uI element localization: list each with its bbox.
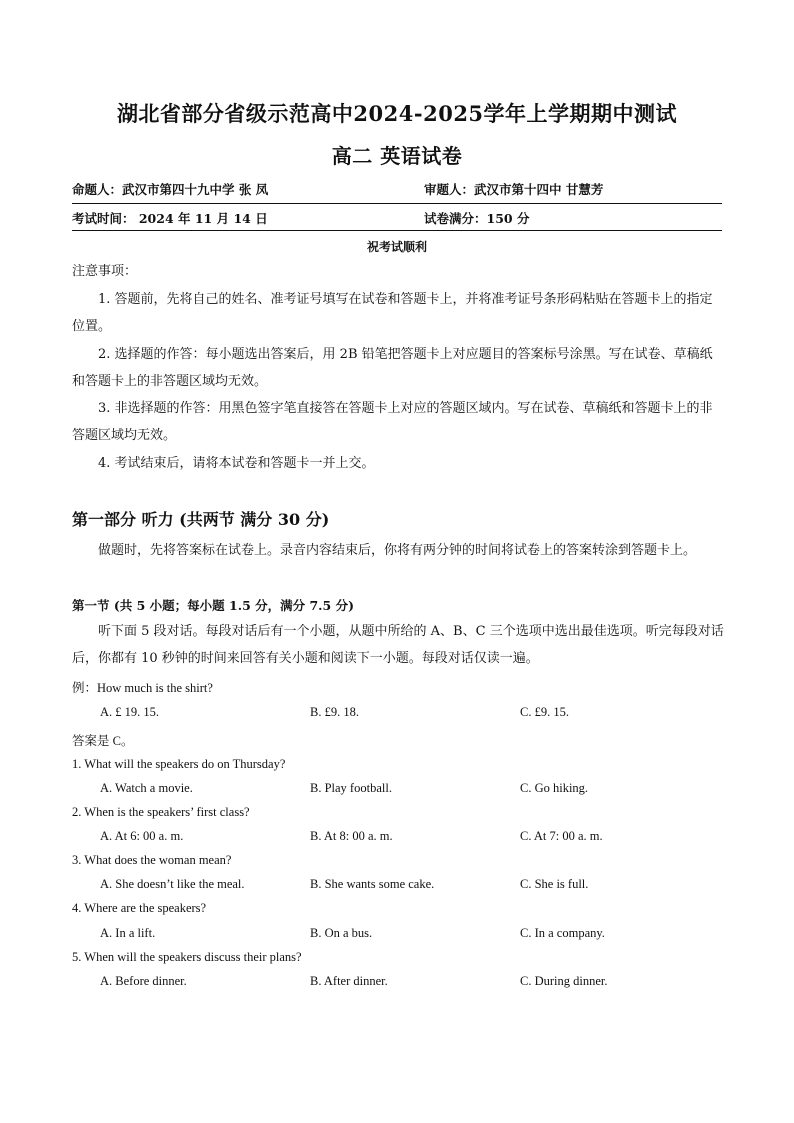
notice-item-2: 2. 选择题的作答：每小题选出答案后，用 2B 铅笔把答题卡上对应题目的答案标号涂黑。写在试卷、草稿纸和答题卡上的非答题区域均无效。 — [72, 347, 713, 389]
notice-item-3: 3. 非选择题的作答：用黑色签字笔直接答在答题卡上对应的答题区域内。写在试卷、草稿纸和答题卡上的非答题区域均无效。 — [72, 401, 713, 443]
question-2-option-b: B. At 8: 00 a. m. — [310, 829, 393, 843]
example-option-b: B. £9. 18. — [310, 705, 359, 719]
reviewer-line: 审题人：武汉市第十四中 甘慧芳 — [424, 182, 604, 197]
question-2: 2. When is the speakers’ first class? — [72, 805, 250, 819]
question-4-option-a: A. In a lift. — [100, 926, 156, 940]
notice-item-1: 1. 答题前，先将自己的姓名、准考证号填写在试卷和答题卡上，并将准考证号条形码粘贴在答题卡上的指定位置。 — [72, 292, 713, 334]
header-divider — [72, 203, 722, 204]
header-divider-bottom — [72, 230, 722, 231]
question-4-option-b: B. On a bus. — [310, 926, 373, 940]
question-4-option-c: C. In a company. — [520, 926, 605, 940]
question-1-option-a: A. Watch a movie. — [100, 781, 193, 795]
question-1-option-b: B. Play football. — [310, 781, 392, 795]
part1-intro: 做题时，先将答案标在试卷上。录音内容结束后，你将有两分钟的时间将试卷上的答案转涂到答题卡上。 — [98, 543, 697, 558]
section1-intro: 听下面 5 段对话。每段对话后有一个小题，从题中所给的 A、B、C 三个选项中选出最佳选项。听完每段对话后，你都有 10 秒钟的时间来回答有关小题和阅读下一小题。每段对话仅读一遍。 — [72, 624, 724, 666]
question-5-option-c: C. During dinner. — [520, 974, 608, 988]
question-3-option-b: B. She wants some cake. — [310, 877, 435, 891]
question-2-option-a: A. At 6: 00 a. m. — [100, 829, 184, 843]
example-answer: 答案是 C。 — [72, 734, 134, 748]
question-2-option-c: C. At 7: 00 a. m. — [520, 829, 603, 843]
exam-title: 湖北省部分省级示范高中2024-2025学年上学期期中测试 — [116, 101, 678, 126]
question-5-option-b: B. After dinner. — [310, 974, 388, 988]
exam-subtitle: 高二 英语试卷 — [331, 144, 463, 168]
notice-heading: 注意事项： — [72, 264, 138, 279]
full-score: 试卷满分：150 分 — [424, 211, 530, 226]
question-1: 1. What will the speakers do on Thursday? — [72, 757, 286, 771]
question-1-option-c: C. Go hiking. — [520, 781, 589, 795]
question-4: 4. Where are the speakers? — [72, 901, 207, 915]
question-3-option-c: C. She is full. — [520, 877, 589, 891]
notice-item-4: 4. 考试结束后，请将本试卷和答题卡一并上交。 — [98, 456, 375, 471]
author-line: 命题人：武汉市第四十九中学 张 凤 — [72, 182, 269, 197]
question-5: 5. When will the speakers discuss their plans? — [72, 950, 302, 964]
part1-heading: 第一部分 听力 (共两节 满分 30 分) — [72, 510, 330, 529]
example-option-c: C. £9. 15. — [520, 705, 569, 719]
exam-time: 考试时间： 2024 年 11 月 14 日 — [72, 211, 268, 226]
section1-heading: 第一节 (共 5 小题；每小题 1.5 分，满分 7.5 分) — [72, 598, 354, 613]
example-option-a: A. £ 19. 15. — [100, 705, 160, 719]
question-3: 3. What does the woman mean? — [72, 853, 232, 867]
question-3-option-a: A. She doesn’t like the meal. — [100, 877, 245, 891]
good-luck-note: 祝考试顺利 — [366, 240, 427, 254]
question-5-option-a: A. Before dinner. — [100, 974, 187, 988]
example-question: 例：How much is the shirt? — [72, 681, 213, 695]
